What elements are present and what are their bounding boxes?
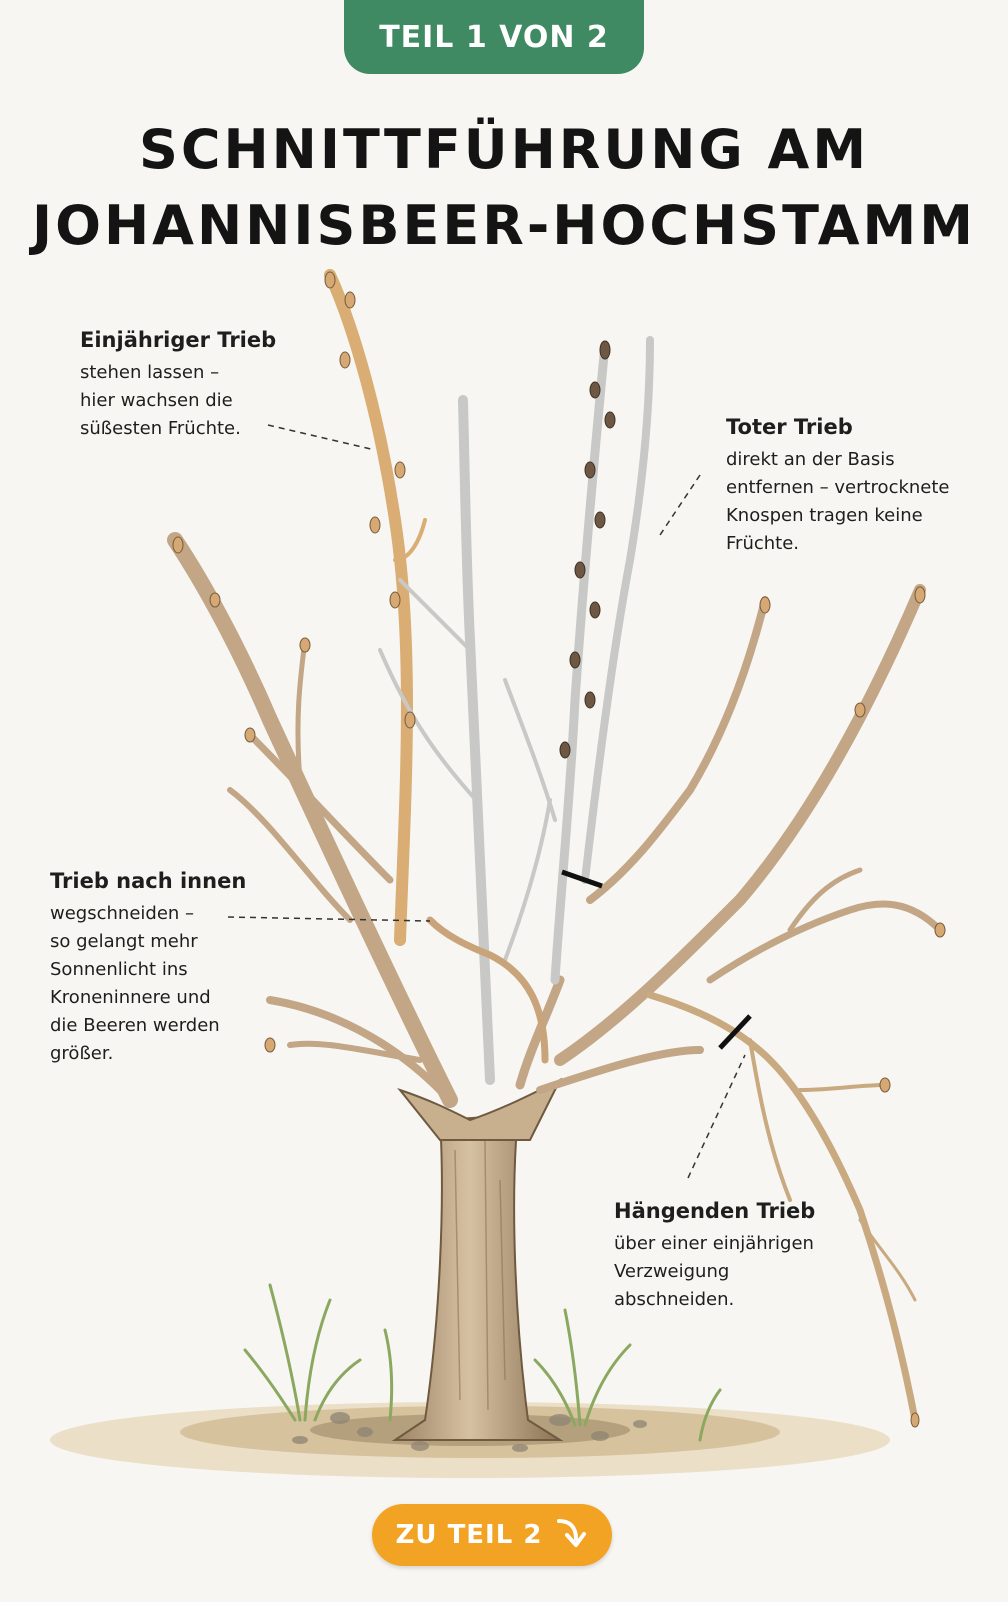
next-part-button[interactable]	[372, 1504, 612, 1566]
callout-heading: Toter Trieb	[726, 415, 853, 439]
callout-line: Früchte.	[726, 533, 800, 554]
callout-line: größer.	[50, 1043, 114, 1064]
callout-einjaehriger-trieb	[80, 325, 276, 443]
callout-text	[614, 1230, 815, 1314]
callout-line: direkt an der Basis	[726, 449, 895, 470]
callout-line: über einer einjährigen	[614, 1233, 814, 1254]
callout-heading: Trieb nach innen	[50, 869, 247, 893]
callout-line: wegschneiden –	[50, 903, 195, 924]
curved-arrow-down-icon	[554, 1515, 588, 1556]
callout-line: Knospen tragen keine	[726, 505, 923, 526]
callout-line: Verzweigung	[614, 1261, 730, 1282]
callout-line: süßesten Früchte.	[80, 418, 241, 439]
young-shoot	[330, 275, 425, 940]
callout-line: Sonnenlicht ins	[50, 959, 188, 980]
callout-line: stehen lassen –	[80, 362, 220, 383]
tree-trunk	[395, 1080, 560, 1440]
next-part-button-label: ZU TEIL 2	[395, 1520, 543, 1550]
callout-line: die Beeren werden	[50, 1015, 220, 1036]
callout-toter-trieb	[726, 412, 950, 558]
callout-haengender-trieb	[614, 1196, 815, 1314]
callout-text	[50, 900, 246, 1068]
callout-line: entfernen – vertrocknete	[726, 477, 950, 498]
callout-text	[726, 446, 950, 558]
callout-heading: Einjähriger Trieb	[80, 328, 277, 352]
callout-line: hier wachsen die	[80, 390, 233, 411]
old-branches	[175, 540, 940, 1100]
callout-line: Kroneninnere und	[50, 987, 211, 1008]
callout-text	[80, 359, 276, 443]
callout-line: abschneiden.	[614, 1289, 735, 1310]
page-title-line-2: JOHANNISBEER-HOCHSTAMM	[31, 194, 976, 257]
callout-heading: Hängenden Trieb	[614, 1199, 816, 1223]
callout-line: so gelangt mehr	[50, 931, 198, 952]
page-title-line-1: SCHNITTFÜHRUNG AM	[138, 118, 870, 181]
callout-trieb-nach-innen	[50, 866, 246, 1068]
part-indicator-label: TEIL 1 VON 2	[379, 19, 609, 55]
